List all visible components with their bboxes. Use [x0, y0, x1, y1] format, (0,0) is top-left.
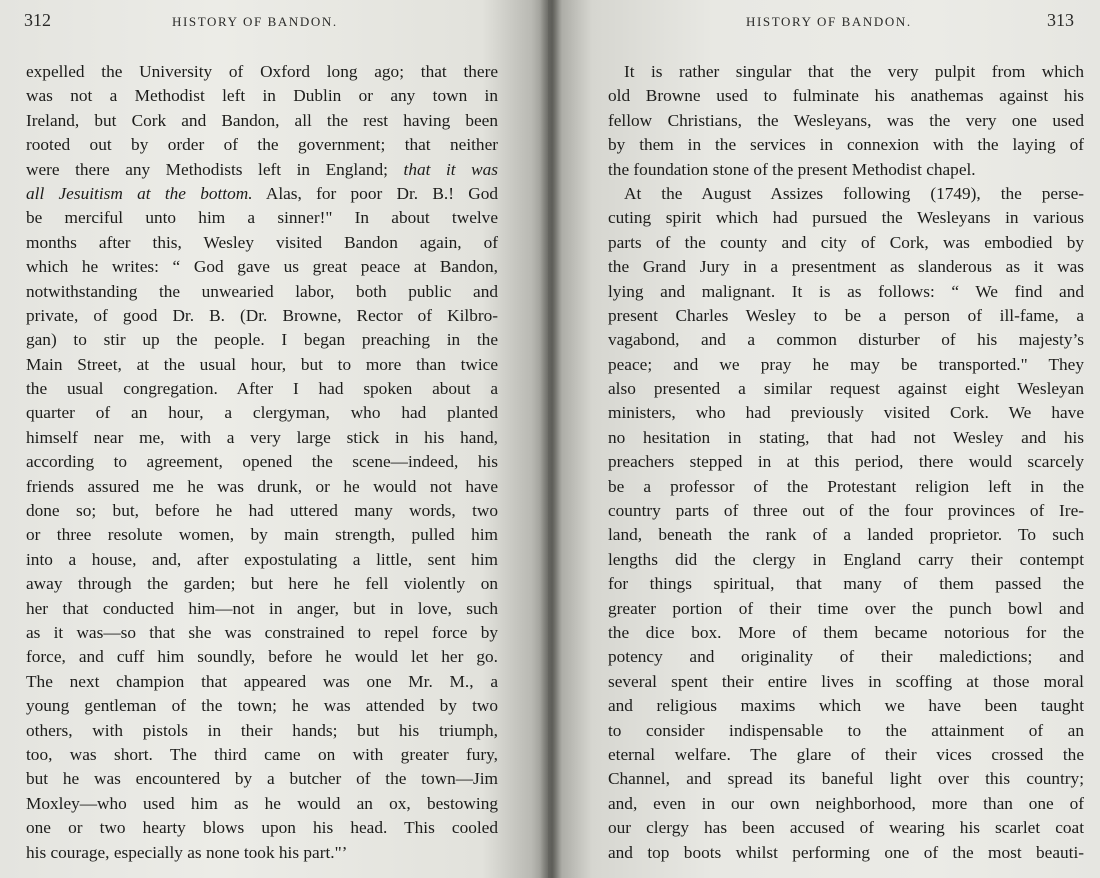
text-line: Channel, and spread its baneful light over this country; — [608, 769, 1084, 789]
left-page — [0, 0, 548, 878]
text-line: greater portion of their time over the punch bowl and — [608, 598, 1084, 618]
text-line: peace; and we pray he may be transported." They — [608, 354, 1084, 374]
text-line: potency and originality of their maledictions; and — [608, 647, 1084, 667]
text-line: expelled the University of Oxford long ago; that there — [26, 62, 498, 81]
text-line: land, beneath the rank of a landed proprietor. To such — [608, 525, 1084, 545]
text-line: done so; but, before he had uttered many words, two — [26, 501, 498, 521]
text-line: the foundation stone of the present Methodist chapel. — [608, 159, 976, 179]
text-line: Ireland, but Cork and Bandon, all the rest having been — [26, 110, 498, 130]
text-line: friends assured me he was drunk, or he would not have — [26, 476, 498, 496]
text-line: by them in the services in connexion with the laying of — [608, 135, 1084, 155]
text-line: notwithstanding the unwearied labor, both public and — [26, 281, 498, 301]
text-line: private, of good Dr. B. (Dr. Browne, Rector of Kilbro- — [26, 305, 498, 325]
text-line: but he was encountered by a butcher of the town—Jim — [26, 769, 498, 789]
text-line-with-italic — [26, 158, 498, 182]
text-line: or three resolute women, by main strength, pulled him — [26, 525, 498, 545]
text-line: and, even in our own neighborhood, more than one of — [608, 793, 1084, 813]
text-line: The next champion that appeared was one Mr. M., a — [26, 671, 498, 691]
text-line: the Grand Jury in a presentment as slanderous as it was — [608, 257, 1084, 277]
paragraph-first-line: At the August Assizes following (1749), the perse- — [624, 183, 1084, 203]
text-line: rooted out by order of the government; that neither — [26, 135, 498, 155]
text-line: be a professor of the Protestant religion left in the — [608, 476, 1084, 496]
left-page-text — [26, 60, 498, 865]
text-line: Main Street, at the usual hour, but to more than twice — [26, 354, 498, 374]
text-line: as it was—so that she was constrained to repel force by — [26, 622, 498, 642]
text-line: force, and cuff him soundly, before he would let her go. — [26, 647, 498, 667]
text-line: preachers stepped in at this period, there would scarcely — [608, 452, 1084, 472]
text-line: gan) to stir up the people. I began preaching in the — [26, 330, 498, 350]
text-line: parts of the county and city of Cork, was embodied by — [608, 232, 1084, 252]
text-line: the usual congregation. After I had spoken about a — [26, 379, 498, 399]
text-line: lengths did the clergy in England carry their contempt — [608, 549, 1084, 569]
text-segment: Alas, for poor Dr. B.! God — [252, 183, 498, 203]
right-page — [548, 0, 1100, 878]
text-line: her that conducted him—not in anger, but in love, such — [26, 598, 498, 618]
text-line: vagabond, and a common disturber of his majesty’s — [608, 330, 1084, 350]
right-page-number: 313 — [1047, 10, 1074, 30]
text-line: the dice box. More of them became notorious for the — [608, 622, 1084, 642]
text-line: ministers, who had previously visited Cork. We have — [608, 403, 1084, 423]
text-line: present Charles Wesley to be a person of ill-fame, a — [608, 305, 1084, 325]
text-line: be merciful unto him a sinner!" In about twelve — [26, 208, 498, 228]
text-line: into a house, and, after expostulating a little, sent him — [26, 549, 498, 569]
text-line: quarter of an hour, a clergyman, who had planted — [26, 403, 498, 423]
text-line: also presented a similar request against eight Wesleyan — [608, 379, 1084, 399]
right-page-text — [608, 60, 1084, 865]
text-line: was not a Methodist left in Dublin or any town in — [26, 86, 498, 106]
text-line: according to agreement, opened the scene—indeed, his — [26, 452, 498, 472]
text-line: eternal welfare. The glare of their vices crossed the — [608, 744, 1084, 764]
text-line: Moxley—who used him as he would an ox, bestowing — [26, 793, 498, 813]
paragraph-first-line: It is rather singular that the very pulpit from which — [624, 62, 1084, 81]
text-line: our clergy has been accused of wearing his scarlet coat — [608, 818, 1084, 838]
text-line: lying and malignant. It is as follows: “ We find and — [608, 281, 1084, 301]
text-line-with-italic — [26, 182, 498, 206]
text-line: himself near me, with a very large stick in his hand, — [26, 427, 498, 447]
text-line: cuting spirit which had pursued the Wesleyans in various — [608, 208, 1084, 228]
text-line: several spent their entire lives in scoffing at those moral — [608, 671, 1084, 691]
text-line: others, with pistols in their hands; but his triumph, — [26, 720, 498, 740]
text-line: and top boots whilst performing one of the most beauti- — [608, 842, 1084, 862]
text-line: for things spiritual, that many of them passed the — [608, 574, 1084, 594]
text-line: to consider indispensable to the attainment of an — [608, 720, 1084, 740]
text-segment: were there any Methodists left in England; — [26, 159, 388, 179]
text-line: and religious maxims which we have been taught — [608, 696, 1084, 716]
text-line: too, was short. The third came on with greater fury, — [26, 744, 498, 764]
left-running-head: HISTORY OF BANDON. — [172, 14, 338, 29]
text-line: country parts of three out of the four provinces of Ire- — [608, 501, 1084, 521]
text-line: old Browne used to fulminate his anathemas against his — [608, 86, 1084, 106]
text-line: which he writes: “ God gave us great peace at Bandon, — [26, 257, 498, 277]
text-line: his courage, especially as none took his part."’ — [26, 842, 348, 862]
text-line: away through the garden; but here he fell violently on — [26, 574, 498, 594]
text-line: months after this, Wesley visited Bandon again, of — [26, 232, 498, 252]
right-running-head: HISTORY OF BANDON. — [746, 14, 912, 29]
text-line: no hesitation in stating, that had not Wesley and his — [608, 427, 1084, 447]
italic-segment: that it was — [403, 159, 498, 179]
italic-segment: all Jesuitism at the bottom. — [26, 183, 253, 203]
left-page-number: 312 — [24, 10, 51, 30]
text-line: fellow Christians, the Wesleyans, was the very one used — [608, 110, 1084, 130]
text-line: young gentleman of the town; he was attended by two — [26, 696, 498, 716]
text-line: one or two hearty blows upon his head. This cooled — [26, 818, 498, 838]
